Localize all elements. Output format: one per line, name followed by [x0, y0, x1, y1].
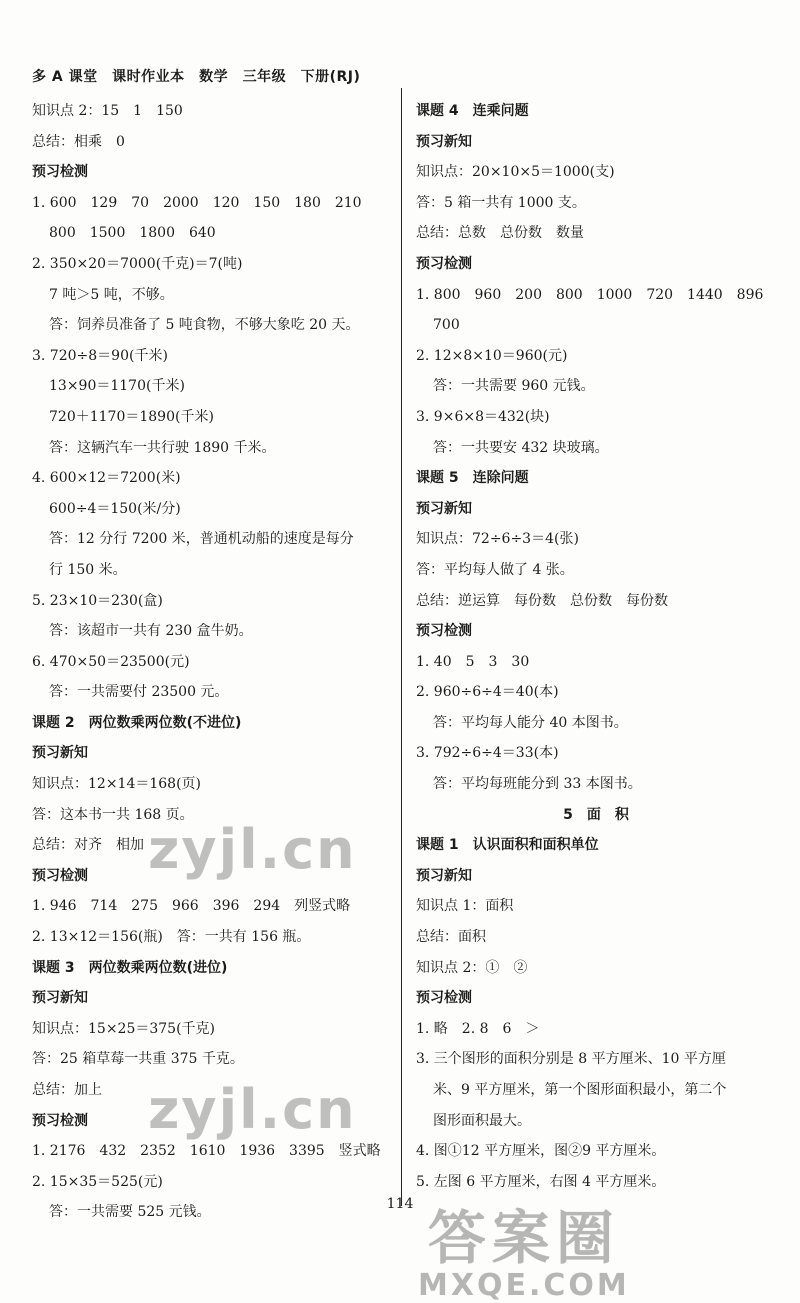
answer-line: 2. 15×35＝525(元)	[32, 1173, 163, 1190]
answer-line: 1. 600 129 70 2000 120 150 180 210	[32, 194, 362, 211]
answer-line: 行 150 米。	[49, 561, 127, 578]
answer-line: 2. 13×12＝156(瓶) 答：一共有 156 瓶。	[32, 929, 311, 946]
section-heading: 预习检测	[32, 867, 88, 884]
answer-line: 知识点 2：15 1 150	[32, 103, 183, 119]
answer-line: 3. 720÷8＝90(千米)	[32, 347, 168, 364]
answer-line: 知识点 1：面积	[416, 898, 514, 915]
answer-line: 答：一共需要 960 元钱。	[433, 378, 595, 395]
corner-watermark-line2: MXQE.COM	[418, 1268, 630, 1303]
answer-line: 5. 左图 6 平方厘米，右图 4 平方厘米。	[416, 1173, 666, 1190]
answer-line: 答：平均每人做了 4 张。	[416, 561, 574, 578]
section-heading: 预习新知	[32, 990, 88, 1007]
section-heading: 预习检测	[416, 623, 472, 640]
answer-line: 答：这本书一共 168 页。	[32, 806, 194, 823]
right-column	[416, 96, 776, 1197]
answer-line: 4. 600×12＝7200(米)	[32, 470, 181, 487]
watermark-2: zyjl.cn	[148, 1078, 357, 1141]
page-header: 多 A 课堂 课时作业本 数学 三年级 下册(RJ)	[32, 69, 361, 85]
answer-line: 答：12 分行 7200 米，普通机动船的速度是每分	[49, 531, 354, 548]
watermark-1: zyjl.cn	[148, 818, 357, 881]
section-heading: 课题 3 两位数乘两位数(进位)	[32, 959, 228, 976]
section-heading: 预习检测	[32, 164, 88, 181]
page-number: 114	[386, 1196, 414, 1212]
answer-line: 答：平均每班能分到 33 本图书。	[433, 776, 642, 793]
answer-line: 知识点：15×25＝375(千克)	[32, 1020, 216, 1037]
answer-line: 总结：面积	[416, 929, 486, 946]
answer-line: 答：一共需要 525 元钱。	[49, 1204, 211, 1221]
answer-line: 4. 图①12 平方厘米，图②9 平方厘米。	[416, 1143, 666, 1160]
section-heading: 预习检测	[416, 255, 472, 272]
answer-line: 知识点：12×14＝168(页)	[32, 776, 202, 793]
answer-line: 知识点：72÷6÷3＝4(张)	[416, 531, 579, 548]
left-column	[32, 96, 392, 1228]
answer-line: 700	[433, 317, 460, 334]
chapter-title: 5 面 积	[563, 806, 629, 823]
answer-line: 3. 9×6×8＝432(块)	[416, 408, 550, 425]
section-heading: 预习新知	[416, 867, 472, 884]
answer-line: 1. 800 960 200 800 1000 720 1440 896	[416, 286, 764, 303]
answer-line: 720＋1170＝1890(千米)	[49, 408, 214, 425]
answer-line: 答：25 箱草莓一共重 375 千克。	[32, 1051, 244, 1068]
answer-line: 总结：加上	[32, 1082, 102, 1098]
answer-line: 知识点 2：① ②	[416, 959, 528, 976]
answer-line: 1. 946 714 275 966 396 294 列竖式略	[32, 898, 351, 915]
section-heading: 预习新知	[32, 745, 88, 762]
answer-line: 3. 三个图形的面积分别是 8 平方厘米、10 平方厘	[416, 1051, 726, 1068]
answer-line: 1. 2176 432 2352 1610 1936 3395 竖式略	[32, 1143, 381, 1160]
answer-line: 1. 略 2. 8 6 ＞	[416, 1020, 540, 1037]
section-heading: 课题 4 连乘问题	[416, 103, 529, 119]
answer-line: 答：该超市一共有 230 盒牛奶。	[49, 623, 253, 640]
answer-line: 2. 960÷6÷4＝40(本)	[416, 684, 559, 701]
answer-line: 3. 792÷6÷4＝33(本)	[416, 745, 559, 762]
section-heading: 课题 5 连除问题	[416, 470, 529, 487]
answer-line: 答：一共要安 432 块玻璃。	[433, 439, 609, 456]
answer-line: 13×90＝1170(千米)	[49, 378, 185, 395]
answer-line: 2. 12×8×10＝960(元)	[416, 347, 568, 364]
answer-line: 1. 40 5 3 30	[416, 653, 530, 670]
answer-line: 答：这辆汽车一共行驶 1890 千米。	[49, 439, 276, 456]
answer-line: 6. 470×50＝23500(元)	[32, 653, 190, 670]
section-heading: 课题 1 认识面积和面积单位	[416, 837, 599, 854]
section-heading: 预习检测	[416, 990, 472, 1007]
answer-line: 米、9 平方厘米，第一个图形面积最小，第二个	[433, 1082, 727, 1098]
answer-line: 800 1500 1800 640	[49, 225, 216, 242]
section-heading: 课题 2 两位数乘两位数(不进位)	[32, 714, 242, 731]
corner-watermark-logo	[418, 1205, 630, 1301]
section-heading: 预习新知	[416, 500, 472, 517]
answer-line: 答：平均每人能分 40 本图书。	[433, 714, 628, 731]
answer-line: 答：饲养员准备了 5 吨食物，不够大象吃 20 天。	[49, 317, 360, 334]
answer-line: 图形面积最大。	[433, 1112, 531, 1129]
answer-line: 总结：对齐 相加	[32, 837, 144, 854]
answer-line: 总结：总数 总份数 数量	[416, 225, 584, 242]
answer-line: 答：5 箱一共有 1000 支。	[416, 194, 586, 211]
answer-line: 知识点：20×10×5＝1000(支)	[416, 164, 615, 181]
section-heading: 预习新知	[416, 133, 472, 150]
corner-watermark-line1: 答案圈	[427, 1204, 620, 1272]
answer-line: 总结：逆运算 每份数 总份数 每份数	[416, 592, 668, 609]
answer-line: 总结：相乘 0	[32, 133, 125, 150]
section-heading: 预习检测	[32, 1112, 88, 1129]
answer-line: 7 吨＞5 吨，不够。	[49, 286, 174, 303]
answer-line: 2. 350×20＝7000(千克)＝7(吨)	[32, 255, 243, 272]
answer-line: 600÷4＝150(米/分)	[49, 500, 181, 517]
column-divider	[401, 88, 402, 1206]
answer-line: 5. 23×10＝230(盒)	[32, 592, 163, 609]
answer-line: 答：一共需要付 23500 元。	[49, 684, 229, 701]
